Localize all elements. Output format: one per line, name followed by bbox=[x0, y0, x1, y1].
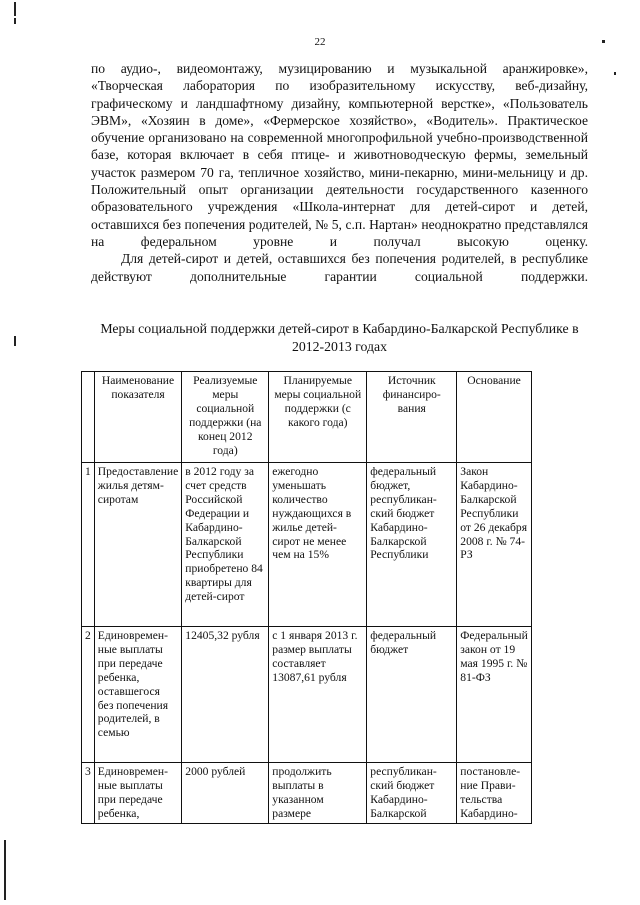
row-current: в 2012 году за счет средств Российской Федерации и Кабардино-Балкарской Республики приобретено 84 квартиры для детей-сирот bbox=[182, 463, 269, 627]
body-text bbox=[91, 60, 588, 285]
row-planned: продолжить выплаты в указанном размере bbox=[269, 763, 367, 824]
table-title: Меры социальной поддержки детей-сирот в Кабардино-Балкарской Республике в 2012-2013 годах bbox=[100, 321, 579, 354]
table-row bbox=[82, 627, 532, 763]
row-basis: Федеральный закон от 19 мая 1995 г. № 81-ФЗ bbox=[457, 627, 532, 763]
row-source: федеральный бюджет bbox=[367, 627, 457, 763]
scan-mark bbox=[14, 2, 16, 16]
header-name: Наименование показателя bbox=[94, 372, 181, 463]
row-name: Единовремен-ные выплаты при передаче ребенка, bbox=[94, 763, 181, 824]
row-name: Предоставление жилья детям-сиротам bbox=[94, 463, 181, 627]
scan-mark bbox=[14, 18, 16, 24]
scan-mark bbox=[4, 840, 6, 900]
row-source: федеральный бюджет, республикан-ский бюджет Кабардино-Балкарской Республики bbox=[367, 463, 457, 627]
row-basis: постановле-ние Прави-тельства Кабардино- bbox=[457, 763, 532, 824]
row-source: республикан-ский бюджет Кабардино-Балкарской bbox=[367, 763, 457, 824]
header-num bbox=[82, 372, 95, 463]
scan-mark bbox=[614, 72, 616, 75]
header-planned: Планируемые меры социальной поддержки (с какого года) bbox=[269, 372, 367, 463]
row-name: Единовремен-ные выплаты при передаче ребенка, оставшегося без попечения родителей, в семью bbox=[94, 627, 181, 763]
row-current: 12405,32 рубля bbox=[182, 627, 269, 763]
row-planned: ежегодно уменьшать количество нуждающихся в жилье детей-сирот не менее чем на 15% bbox=[269, 463, 367, 627]
page-number: 22 bbox=[314, 36, 326, 48]
row-current: 2000 рублей bbox=[182, 763, 269, 824]
row-number: 2 bbox=[82, 627, 95, 763]
row-number: 1 bbox=[82, 463, 95, 627]
paragraph-2: Для детей-сирот и детей, оставшихся без попечения родителей, в республике действуют дополнительные гарантии социальной поддержки. bbox=[91, 251, 588, 284]
scan-mark bbox=[14, 336, 16, 346]
header-basis: Основание bbox=[457, 372, 532, 463]
row-planned: с 1 января 2013 г. размер выплаты составляет 13087,61 рубля bbox=[269, 627, 367, 763]
header-current: Реализуемые меры социальной поддержки (на конец 2012 года) bbox=[182, 372, 269, 463]
social-support-table bbox=[81, 371, 532, 824]
table-row bbox=[82, 463, 532, 627]
row-basis: Закон Кабардино-Балкарской Республики от 26 декабря 2008 г. № 74-РЗ bbox=[457, 463, 532, 627]
paragraph-1: по аудио-, видеомонтажу, музицированию и музыкальной аранжировке», «Творческая лаборатория по изобразительному искусству, веб-дизайну, графическому и ландшафтному дизайну, компьютерной верстке», «Пользователь ЭВМ», «Хозяин в доме», «Фермерское хозяйство», «Водитель». Практическое обучение организовано на современной многопрофильной учебно-производственной базе, которая включает в себя птице- и животноводческую фермы, земельный участок размером 70 га, тепличное хозяйство, мини-пекарню, мини-мельницу и др. Положительный опыт организации деятельности государственного казенного образовательного учреждения «Школа-интернат для детей-сирот и детей, оставшихся без попечения родителей, № 5, с.п. Нартан» неоднократно представлялся на федеральном уровне и получал высокую оценку. bbox=[91, 61, 588, 249]
scan-mark bbox=[602, 40, 605, 43]
table-header-row bbox=[82, 372, 532, 463]
header-source: Источник финансиро-вания bbox=[367, 372, 457, 463]
table-row bbox=[82, 763, 532, 824]
row-number: 3 bbox=[82, 763, 95, 824]
